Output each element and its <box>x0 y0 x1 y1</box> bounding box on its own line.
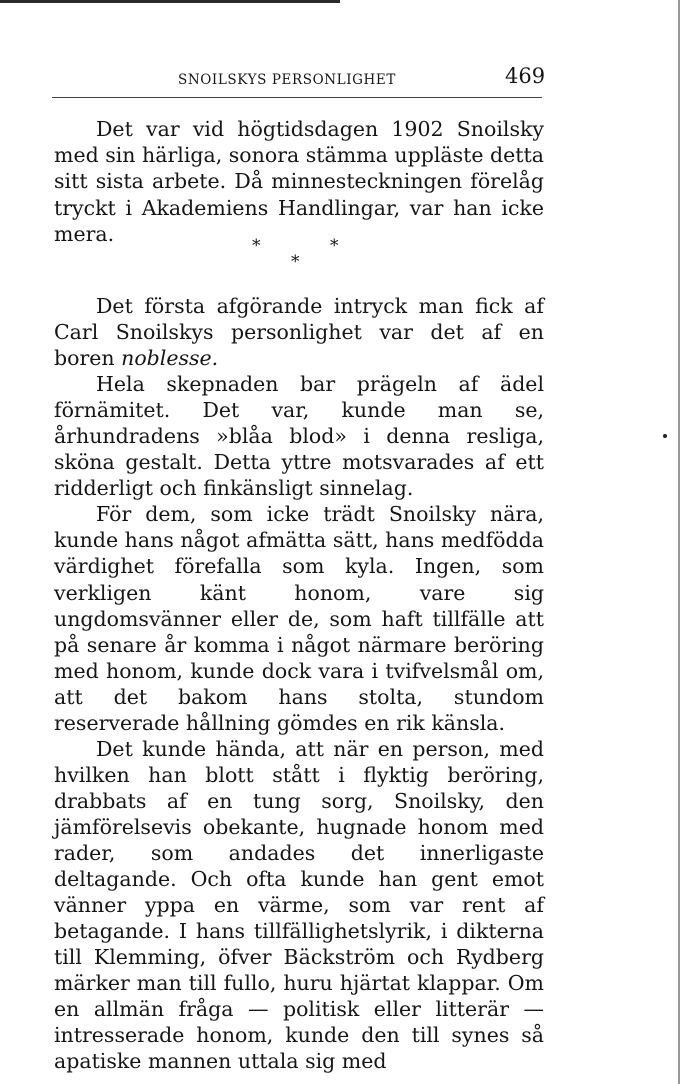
paragraph: Det var vid högtidsdagen 1902 Snoilsky med sin härliga, sonora stämma uppläste detta sitt sista arbete. Då minnesteckningen förelåg tryckt i Akademiens Handlingar, var han icke mera. <box>54 117 544 246</box>
paragraph: Det kunde hända, att när en person, med hvilken han blott stått i flyktig beröring, drabbats af en tung sorg, Snoilsky, den jämförelsevis obekante, hugnade honom med rader, som andades det innerligaste deltagande. Och ofta kunde han gent emot vänner yppa en värme, som var rent af betagande. I hans tillfällighetslyrik, i dikterna till Klemming, öfver Bäckström och Rydberg märker man till fullo, huru hjärtat klappar. Om en allmän fråga — politisk eller litterär — intresserade honom, kunde den till synes så apatiske mannen uttala sig med <box>54 736 544 1074</box>
paragraph <box>54 293 544 371</box>
paragraph-text: Det första afgörande intryck man fick af Carl Snoilskys personlighet var det af en boren <box>54 294 544 371</box>
top-edge-rule <box>0 0 340 3</box>
ink-speck <box>663 434 667 438</box>
paragraph: För dem, som icke trädt Snoilsky nära, kunde hans något afmätta sätt, hans medfödda värdighet förefalla som kyla. Ingen, som verkligen känt honom, vare sig ungdomsvänner eller de, som haft tillfälle att på senare år komma i något närmare beröring med honom, kunde dock vara i tvifvelsmål om, att det bakom hans stolta, stundom reserverade hållning gömdes en rik känsla. <box>54 502 544 735</box>
paragraph: Hela skepnaden bar prägeln af ädel förnämitet. Det var, kunde man se, århundradens »blåa blod» i denna resliga, sköna gestalt. Detta yttre motsvarades af ett ridderligt och finkänsligt sinnelag. <box>54 372 544 501</box>
emphasis-word: noblesse. <box>121 346 219 371</box>
asterisk: * <box>252 236 261 256</box>
asterisk: * <box>291 252 300 272</box>
section-separator <box>0 236 680 276</box>
running-header: SNOILSKYS PERSONLIGHET <box>178 72 396 88</box>
opening-text <box>54 116 544 247</box>
header-rule <box>52 97 542 98</box>
main-text <box>54 293 544 1074</box>
page-number: 469 <box>505 64 546 88</box>
asterisk: * <box>330 236 339 256</box>
